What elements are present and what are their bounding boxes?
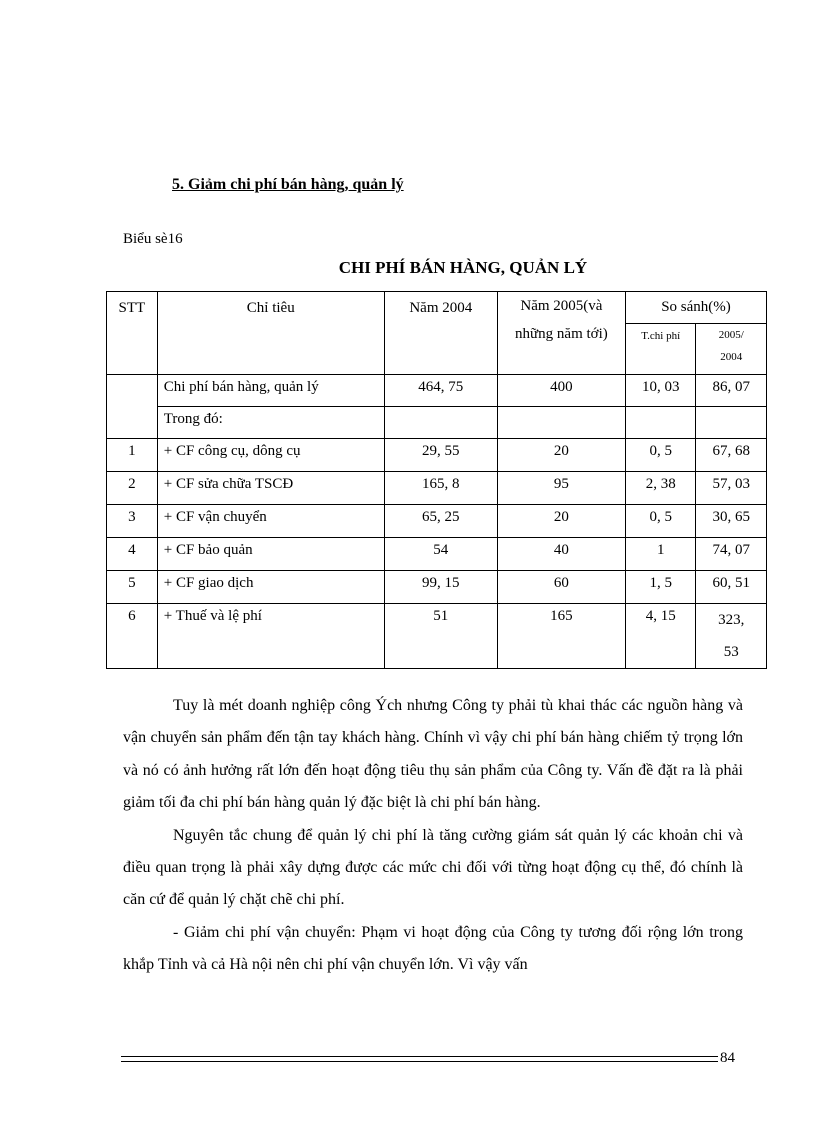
table-cell-ratio: 67, 68 <box>696 439 767 472</box>
header-compare-cost: T.chi phí <box>625 324 695 375</box>
table-cell-2004: 51 <box>384 604 497 669</box>
table-cell-ratio-line1: 323, <box>718 612 745 628</box>
table-cell-empty <box>696 407 767 439</box>
table-cell-name: + CF bảo quản <box>157 538 384 571</box>
paragraph: Nguyên tắc chung để quản lý chi phí là tăng cường giám sát quản lý các khoản chi và điều quan trọng là phải xây dựng được các mức chi đối với từng hoạt động cụ thể, đó chính là căn cứ để quản lý chặt chẽ chi phí. <box>123 826 743 909</box>
table-row <box>107 439 767 472</box>
table-cell-stt: 1 <box>107 439 158 472</box>
table-cell-2005: 40 <box>497 538 625 571</box>
table-cell-cost: 1, 5 <box>625 571 695 604</box>
paragraph: - Giảm chi phí vận chuyển: Phạm vi hoạt động của Công ty tương đối rộng lớn trong khắp Tỉnh và cả Hà nội nên chi phí vận chuyển lớn. Vì vậy vấn <box>123 923 743 974</box>
table-row <box>107 472 767 505</box>
header-year-2005-line1: Năm 2005(và <box>520 298 603 314</box>
table-cell-ratio-line2: 53 <box>723 644 739 660</box>
table-cell-empty <box>497 407 625 439</box>
header-compare: So sánh(%) <box>625 292 766 324</box>
table-cell-ratio: 57, 03 <box>696 472 767 505</box>
table-cell-2004: 29, 55 <box>384 439 497 472</box>
table-cell-cost: 4, 15 <box>625 604 695 669</box>
table-cell-ratio: 86, 07 <box>696 375 767 407</box>
header-indicator: Chỉ tiêu <box>157 292 384 375</box>
paragraph: Tuy là mét doanh nghiệp công Ých nhưng Công ty phải tù khai thác các nguồn hàng và vận chuyển sản phẩm đến tận tay khách hàng. Chính vì vậy chi phí bán hàng chiếm tỷ trọng lớn và nó có ảnh hưởng rất lớn đến hoạt động tiêu thụ sản phẩm của Công ty. Vấn đề đặt ra là phải giảm tối đa chi phí bán hàng quản lý đặc biệt là chi phí bán hàng. <box>123 697 743 812</box>
table-cell-cost: 10, 03 <box>625 375 695 407</box>
table-cell-name: + Thuế và lệ phí <box>157 604 384 669</box>
table-cell-cost: 0, 5 <box>625 439 695 472</box>
table-row <box>107 604 767 669</box>
header-compare-ratio-line2: 2004 <box>720 351 743 363</box>
header-compare-ratio-line1: 2005/ <box>718 329 744 341</box>
header-year-2004: Năm 2004 <box>384 292 497 375</box>
table-cell-2005: 20 <box>497 505 625 538</box>
table-cell-stt <box>107 375 158 439</box>
page-number: 84 <box>720 1050 735 1066</box>
table-cell-name: + CF sửa chữa TSCĐ <box>157 472 384 505</box>
table-cell-name: + CF giao dịch <box>157 571 384 604</box>
table-cell-2005: 60 <box>497 571 625 604</box>
table-cell-ratio: 74, 07 <box>696 538 767 571</box>
table-cell-2005: 95 <box>497 472 625 505</box>
table-cell-2004: 165, 8 <box>384 472 497 505</box>
table-cell-empty <box>625 407 695 439</box>
figure-label: Biểu sè16 <box>123 231 183 247</box>
table-cell-stt: 2 <box>107 472 158 505</box>
table-cell-stt: 4 <box>107 538 158 571</box>
header-stt: STT <box>107 292 158 375</box>
table-cell-2005: 400 <box>497 375 625 407</box>
table-row <box>107 571 767 604</box>
table-cell-cost: 1 <box>625 538 695 571</box>
table-cell-stt: 6 <box>107 604 158 669</box>
table-cell-2004: 54 <box>384 538 497 571</box>
table-cell-ratio <box>696 604 767 669</box>
table-title: CHI PHÍ BÁN HÀNG, QUẢN LÝ <box>338 258 588 277</box>
table-row <box>107 538 767 571</box>
footer-rule <box>121 1056 718 1062</box>
table-cell-stt: 5 <box>107 571 158 604</box>
table-cell-2004: 464, 75 <box>384 375 497 407</box>
table-cell-cost: 2, 38 <box>625 472 695 505</box>
table-cell-name: + CF vận chuyển <box>157 505 384 538</box>
table-cell-cost: 0, 5 <box>625 505 695 538</box>
cost-table <box>106 291 767 669</box>
table-row <box>107 505 767 538</box>
table-cell-empty <box>384 407 497 439</box>
table-cell-ratio: 60, 51 <box>696 571 767 604</box>
table-cell-sub-label: Trong đó: <box>157 407 384 439</box>
table-cell-name: Chi phí bán hàng, quản lý <box>157 375 384 407</box>
table-cell-2004: 65, 25 <box>384 505 497 538</box>
section-heading: 5. Giảm chi phí bán hàng, quản lý <box>172 176 404 193</box>
header-year-2005-line2: những năm tới) <box>515 326 608 342</box>
table-cell-2005: 165 <box>497 604 625 669</box>
table-cell-2005: 20 <box>497 439 625 472</box>
table-cell-2004: 99, 15 <box>384 571 497 604</box>
body-text <box>123 690 743 982</box>
header-year-2005 <box>497 292 625 375</box>
table-cell-name: + CF công cụ, dông cụ <box>157 439 384 472</box>
header-compare-ratio <box>696 324 767 375</box>
table-cell-ratio: 30, 65 <box>696 505 767 538</box>
table-cell-stt: 3 <box>107 505 158 538</box>
